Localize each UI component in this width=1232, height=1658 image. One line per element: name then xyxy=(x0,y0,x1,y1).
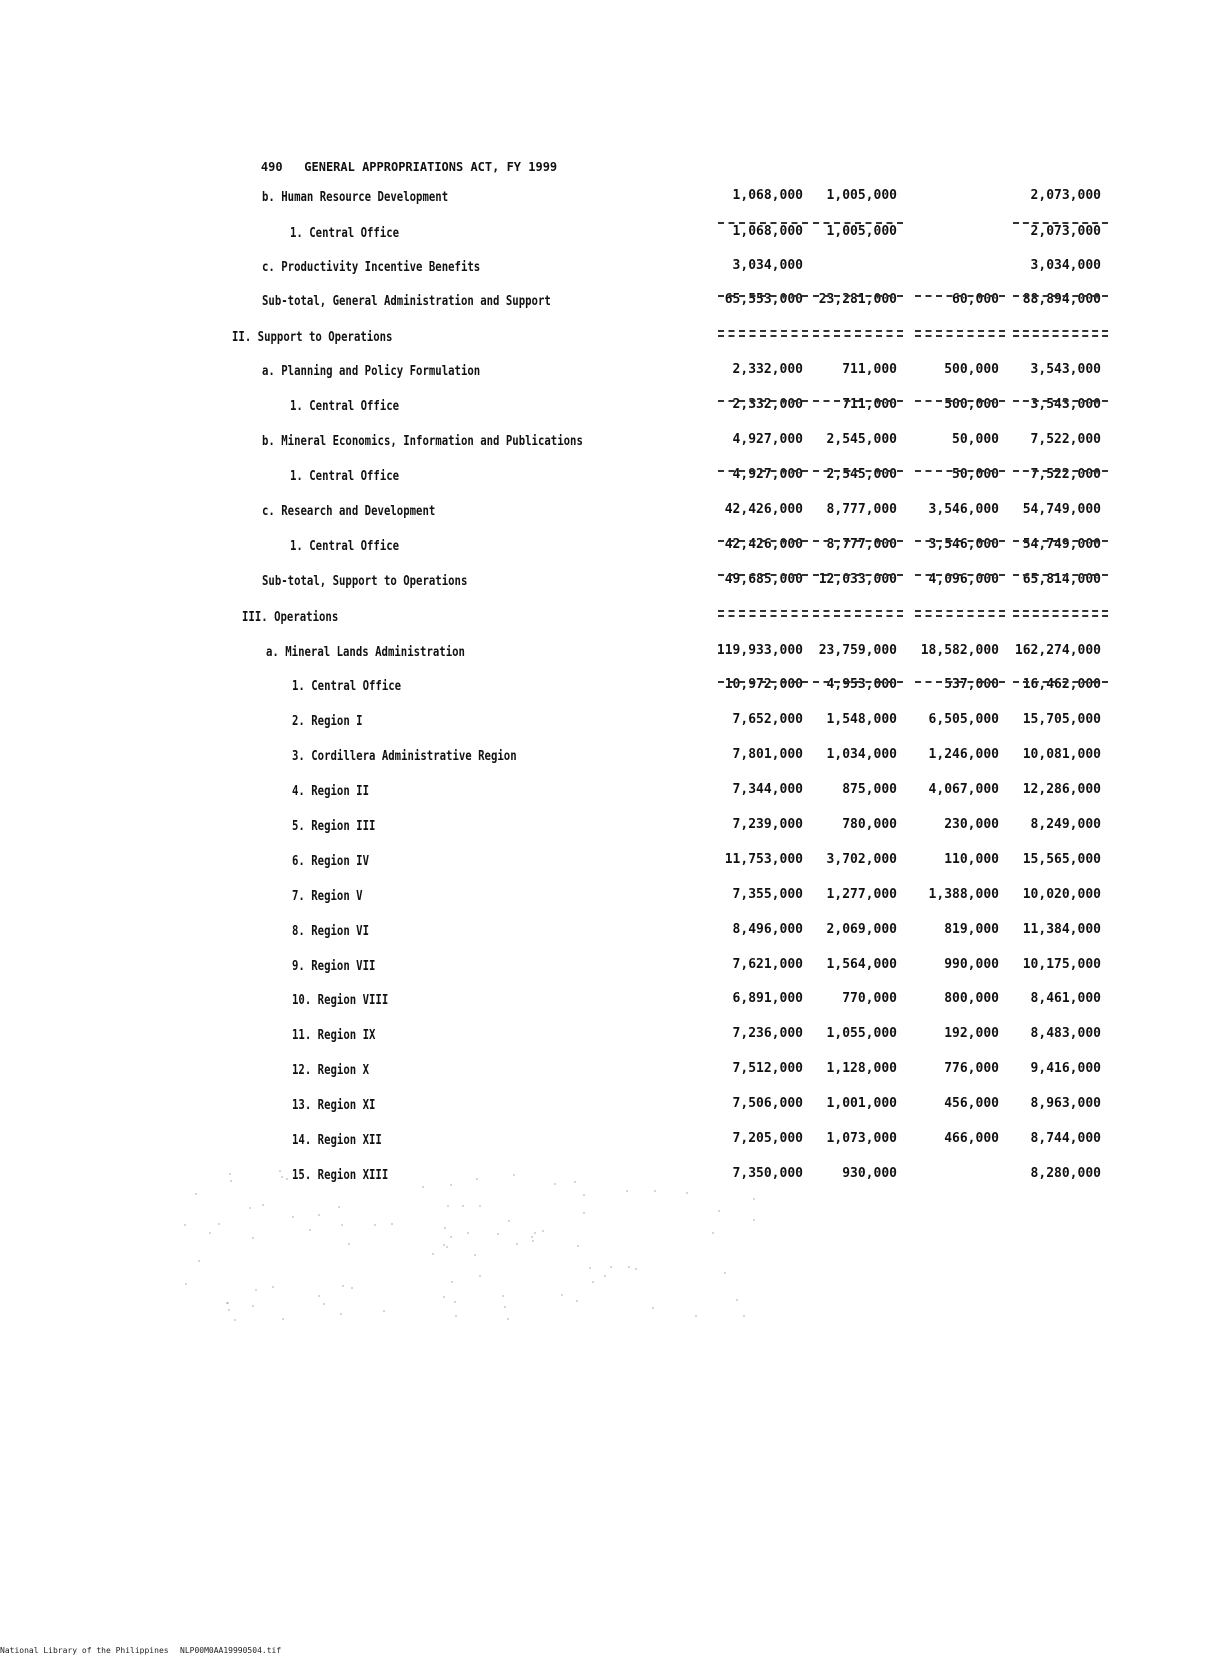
row-value-col3: 192,000 xyxy=(944,1026,999,1041)
scan-noise xyxy=(476,1178,478,1180)
row-label: a. Mineral Lands Administration xyxy=(266,645,465,660)
scan-noise xyxy=(255,1289,257,1291)
column-rule xyxy=(718,540,808,542)
row-value-col3: 50,000 xyxy=(952,467,999,482)
row-label: b. Mineral Economics, Information and Publications xyxy=(262,434,583,449)
column-rule xyxy=(915,330,1005,332)
page-number: 490 xyxy=(260,160,283,174)
scan-noise xyxy=(534,1232,536,1234)
row-value-col1: 4,927,000 xyxy=(732,467,803,482)
scan-noise xyxy=(323,1303,325,1305)
row-value-col1: 7,801,000 xyxy=(732,747,803,762)
scan-noise xyxy=(230,1180,232,1182)
row-value-col2: 1,034,000 xyxy=(826,747,897,762)
column-rule-double xyxy=(718,615,808,617)
scan-noise xyxy=(718,1210,720,1212)
scan-noise xyxy=(252,1305,254,1307)
scan-noise xyxy=(228,1309,230,1311)
row-label: 14. Region XII xyxy=(292,1133,382,1148)
row-value-col2: 1,564,000 xyxy=(826,957,897,972)
column-rule xyxy=(1013,400,1108,402)
row-value-col4: 7,522,000 xyxy=(1030,432,1101,447)
row-value-col4: 10,081,000 xyxy=(1022,747,1101,762)
row-value-col3: 500,000 xyxy=(944,397,999,412)
row-value-col2: 8,777,000 xyxy=(826,502,897,517)
scan-noise xyxy=(450,1184,452,1186)
row-value-col3: 4,067,000 xyxy=(928,782,999,797)
row-value-col4: 54,749,000 xyxy=(1022,537,1101,552)
row-value-col2: 1,001,000 xyxy=(826,1096,897,1111)
scan-noise xyxy=(654,1190,656,1192)
scan-noise xyxy=(272,1286,274,1288)
scan-noise xyxy=(218,1223,220,1225)
scan-noise xyxy=(753,1198,755,1200)
row-value-col2: 711,000 xyxy=(842,397,897,412)
row-value-col3: 230,000 xyxy=(944,817,999,832)
column-rule xyxy=(915,470,1005,472)
row-value-col1: 1,068,000 xyxy=(732,224,803,239)
scan-noise xyxy=(604,1275,606,1277)
row-value-col2: 770,000 xyxy=(842,991,897,1006)
column-rule xyxy=(813,574,903,576)
row-value-col1: 8,496,000 xyxy=(732,922,803,937)
scan-noise xyxy=(422,1186,424,1188)
row-value-col4: 15,565,000 xyxy=(1022,852,1101,867)
row-value-col1: 42,426,000 xyxy=(724,502,803,517)
row-value-col2: 1,548,000 xyxy=(826,712,897,727)
row-label: II. Support to Operations xyxy=(232,330,393,345)
row-label: 15. Region XIII xyxy=(292,1168,389,1183)
column-rule xyxy=(1013,295,1108,297)
column-rule xyxy=(1013,681,1108,683)
row-value-col1: 7,236,000 xyxy=(732,1026,803,1041)
column-rule xyxy=(1013,470,1108,472)
row-label: 1. Central Office xyxy=(290,469,400,484)
scan-noise xyxy=(577,1245,579,1247)
row-value-col4: 16,462,000 xyxy=(1022,677,1101,692)
scan-noise xyxy=(450,1236,452,1238)
scan-noise xyxy=(695,1315,697,1317)
row-value-col1: 3,034,000 xyxy=(732,258,803,273)
row-label: 5. Region III xyxy=(292,819,376,834)
page-header xyxy=(232,146,557,188)
row-value-col4: 54,749,000 xyxy=(1022,502,1101,517)
scan-noise xyxy=(226,1302,228,1304)
column-rule xyxy=(1013,330,1108,332)
column-rule xyxy=(1013,540,1108,542)
scan-noise xyxy=(454,1301,456,1303)
row-value-col2: 1,005,000 xyxy=(826,224,897,239)
row-label: 1. Central Office xyxy=(290,399,400,414)
row-value-col4: 2,073,000 xyxy=(1030,224,1101,239)
row-value-col3: 60,000 xyxy=(952,292,999,307)
column-rule xyxy=(813,295,903,297)
row-value-col3: 990,000 xyxy=(944,957,999,972)
row-value-col2: 930,000 xyxy=(842,1166,897,1181)
row-value-col3: 456,000 xyxy=(944,1096,999,1111)
scan-noise xyxy=(432,1253,434,1255)
column-rule xyxy=(718,222,808,224)
row-value-col1: 119,933,000 xyxy=(716,643,803,658)
row-value-col4: 10,020,000 xyxy=(1022,887,1101,902)
column-rule xyxy=(813,681,903,683)
scan-noise xyxy=(652,1307,654,1309)
scan-noise xyxy=(610,1266,612,1268)
row-value-col4: 8,483,000 xyxy=(1030,1026,1101,1041)
scan-noise xyxy=(281,1176,283,1178)
scan-noise xyxy=(574,1181,576,1183)
scan-noise xyxy=(712,1232,714,1234)
scan-noise xyxy=(516,1243,518,1245)
row-value-col1: 42,426,000 xyxy=(724,537,803,552)
row-label: 7. Region V xyxy=(292,889,363,904)
column-rule xyxy=(1013,610,1108,612)
row-label: 11. Region IX xyxy=(292,1028,376,1043)
scan-noise xyxy=(467,1232,469,1234)
scan-noise xyxy=(340,1313,342,1315)
row-value-col1: 7,652,000 xyxy=(732,712,803,727)
scan-noise xyxy=(282,1318,284,1320)
row-label: b. Human Resource Development xyxy=(262,190,449,205)
row-value-col1: 1,068,000 xyxy=(732,188,803,203)
scan-noise xyxy=(736,1299,738,1301)
row-value-col4: 8,280,000 xyxy=(1030,1166,1101,1181)
row-value-col2: 1,005,000 xyxy=(826,188,897,203)
scan-noise xyxy=(626,1190,628,1192)
column-rule xyxy=(718,574,808,576)
row-value-col1: 4,927,000 xyxy=(732,432,803,447)
row-value-col1: 7,355,000 xyxy=(732,887,803,902)
row-value-col4: 8,461,000 xyxy=(1030,991,1101,1006)
scan-noise xyxy=(318,1214,320,1216)
row-value-col3: 800,000 xyxy=(944,991,999,1006)
row-value-col3: 4,096,000 xyxy=(928,572,999,587)
scan-noise xyxy=(229,1173,231,1175)
scan-noise xyxy=(341,1224,343,1226)
row-label: 4. Region II xyxy=(292,784,370,799)
scan-noise xyxy=(374,1224,376,1226)
scan-noise xyxy=(724,1272,726,1274)
row-value-col3: 776,000 xyxy=(944,1061,999,1076)
scan-noise xyxy=(309,1229,311,1231)
row-value-col2: 875,000 xyxy=(842,782,897,797)
column-rule-double xyxy=(915,335,1005,337)
scan-noise xyxy=(589,1267,591,1269)
row-value-col1: 11,753,000 xyxy=(724,852,803,867)
row-label: 1. Central Office xyxy=(290,539,400,554)
row-value-col4: 88,894,000 xyxy=(1022,292,1101,307)
scan-noise xyxy=(592,1281,594,1283)
row-label: 13. Region XI xyxy=(292,1098,376,1113)
scan-noise xyxy=(252,1237,254,1239)
scan-noise xyxy=(234,1319,236,1321)
row-value-col3: 1,246,000 xyxy=(928,747,999,762)
row-value-col3: 110,000 xyxy=(944,852,999,867)
row-value-col2: 1,073,000 xyxy=(826,1131,897,1146)
scan-noise xyxy=(504,1306,506,1308)
row-value-col3: 819,000 xyxy=(944,922,999,937)
scan-noise xyxy=(446,1246,448,1248)
scan-noise xyxy=(184,1224,186,1226)
column-rule xyxy=(813,470,903,472)
row-value-col4: 8,744,000 xyxy=(1030,1131,1101,1146)
column-rule-double xyxy=(1013,615,1108,617)
running-title: GENERAL APPROPRIATIONS ACT, FY 1999 xyxy=(304,160,558,174)
row-value-col1: 2,332,000 xyxy=(732,362,803,377)
scan-noise xyxy=(286,1178,288,1180)
scan-noise xyxy=(554,1183,556,1185)
column-rule xyxy=(718,295,808,297)
row-value-col4: 162,274,000 xyxy=(1014,643,1101,658)
scan-noise xyxy=(443,1296,445,1298)
scan-noise xyxy=(318,1295,320,1297)
column-rule xyxy=(813,222,903,224)
column-rule xyxy=(718,400,808,402)
scan-noise xyxy=(209,1232,211,1234)
row-value-col4: 7,522,000 xyxy=(1030,467,1101,482)
scan-noise xyxy=(249,1207,251,1209)
row-value-col2: 1,055,000 xyxy=(826,1026,897,1041)
row-value-col4: 8,249,000 xyxy=(1030,817,1101,832)
row-value-col2: 23,759,000 xyxy=(818,643,897,658)
scan-noise xyxy=(513,1174,515,1176)
row-label: 10. Region VIII xyxy=(292,993,389,1008)
column-rule xyxy=(915,681,1005,683)
row-label: 12. Region X xyxy=(292,1063,370,1078)
row-value-col4: 15,705,000 xyxy=(1022,712,1101,727)
row-label: a. Planning and Policy Formulation xyxy=(262,364,481,379)
row-value-col2: 1,277,000 xyxy=(826,887,897,902)
scan-noise xyxy=(443,1244,445,1246)
row-value-col3: 1,388,000 xyxy=(928,887,999,902)
row-label: 6. Region IV xyxy=(292,854,370,869)
column-rule xyxy=(915,610,1005,612)
scan-noise xyxy=(462,1205,464,1207)
row-value-col3: 500,000 xyxy=(944,362,999,377)
footer-file-id: NLP00M0AA19990504.tif xyxy=(180,1646,282,1655)
row-value-col2: 8,777,000 xyxy=(826,537,897,552)
row-value-col3: 18,582,000 xyxy=(920,643,999,658)
column-rule xyxy=(813,610,903,612)
row-value-col4: 3,543,000 xyxy=(1030,362,1101,377)
scan-noise xyxy=(383,1310,385,1312)
row-value-col2: 2,545,000 xyxy=(826,432,897,447)
scan-noise xyxy=(686,1192,688,1194)
scan-noise xyxy=(195,1193,197,1195)
scan-noise xyxy=(479,1275,481,1277)
row-label: 2. Region I xyxy=(292,714,363,729)
column-rule xyxy=(915,574,1005,576)
row-value-col2: 1,128,000 xyxy=(826,1061,897,1076)
column-rule xyxy=(813,540,903,542)
scan-noise xyxy=(198,1260,200,1262)
scan-noise xyxy=(292,1216,294,1218)
row-label: III. Operations xyxy=(242,610,339,625)
scan-noise xyxy=(542,1230,544,1232)
row-value-col4: 3,034,000 xyxy=(1030,258,1101,273)
row-label: 1. Central Office xyxy=(292,679,402,694)
row-label: 9. Region VII xyxy=(292,959,376,974)
row-value-col2: 711,000 xyxy=(842,362,897,377)
scan-noise xyxy=(348,1243,350,1245)
row-value-col3: 466,000 xyxy=(944,1131,999,1146)
row-label: Sub-total, General Administration and Support xyxy=(262,294,551,309)
column-rule xyxy=(813,330,903,332)
scan-noise xyxy=(447,1205,449,1207)
column-rule-double xyxy=(813,615,903,617)
scan-noise xyxy=(743,1315,745,1317)
scan-noise xyxy=(561,1294,563,1296)
column-rule-double xyxy=(718,335,808,337)
row-label: 1. Central Office xyxy=(290,226,400,241)
row-value-col4: 3,543,000 xyxy=(1030,397,1101,412)
row-value-col4: 10,175,000 xyxy=(1022,957,1101,972)
row-value-col1: 7,512,000 xyxy=(732,1061,803,1076)
scan-noise xyxy=(342,1285,344,1287)
scan-noise xyxy=(531,1236,533,1238)
row-label: c. Research and Development xyxy=(262,504,436,519)
scan-noise xyxy=(635,1268,637,1270)
scan-noise xyxy=(338,1206,340,1208)
row-value-col3: 3,546,000 xyxy=(928,502,999,517)
row-label: 8. Region VI xyxy=(292,924,370,939)
row-value-col1: 7,350,000 xyxy=(732,1166,803,1181)
scan-noise xyxy=(753,1219,755,1221)
column-rule xyxy=(813,400,903,402)
scan-noise xyxy=(391,1223,393,1225)
row-label: 3. Cordillera Administrative Region xyxy=(292,749,517,764)
row-value-col4: 11,384,000 xyxy=(1022,922,1101,937)
scan-noise xyxy=(532,1240,534,1242)
scan-noise xyxy=(583,1212,585,1214)
column-rule xyxy=(1013,222,1108,224)
column-rule xyxy=(1013,574,1108,576)
scan-noise xyxy=(185,1283,187,1285)
scan-noise xyxy=(279,1170,281,1172)
scan-noise xyxy=(508,1220,510,1222)
row-value-col2: 2,069,000 xyxy=(826,922,897,937)
row-value-col2: 3,702,000 xyxy=(826,852,897,867)
row-value-col4: 12,286,000 xyxy=(1022,782,1101,797)
row-value-col1: 7,205,000 xyxy=(732,1131,803,1146)
row-value-col2: 23,281,000 xyxy=(818,292,897,307)
row-value-col3: 3,546,000 xyxy=(928,537,999,552)
scan-noise xyxy=(479,1205,481,1207)
row-value-col1: 2,332,000 xyxy=(732,397,803,412)
row-value-col4: 9,416,000 xyxy=(1030,1061,1101,1076)
row-value-col2: 780,000 xyxy=(842,817,897,832)
column-rule-double xyxy=(813,335,903,337)
scan-noise xyxy=(507,1318,509,1320)
row-value-col3: 50,000 xyxy=(952,432,999,447)
row-label: Sub-total, Support to Operations xyxy=(262,574,468,589)
row-value-col4: 2,073,000 xyxy=(1030,188,1101,203)
column-rule xyxy=(915,400,1005,402)
scan-noise xyxy=(497,1233,499,1235)
scan-noise xyxy=(451,1281,453,1283)
scan-noise xyxy=(262,1204,264,1206)
row-value-col2: 4,953,000 xyxy=(826,677,897,692)
column-rule xyxy=(718,470,808,472)
row-value-col1: 7,239,000 xyxy=(732,817,803,832)
column-rule xyxy=(718,681,808,683)
row-value-col1: 7,506,000 xyxy=(732,1096,803,1111)
row-value-col4: 65,814,000 xyxy=(1022,572,1101,587)
scan-noise xyxy=(474,1254,476,1256)
column-rule xyxy=(915,295,1005,297)
column-rule xyxy=(718,330,808,332)
row-value-col2: 12,033,000 xyxy=(818,572,897,587)
scan-noise xyxy=(628,1266,630,1268)
scan-noise xyxy=(444,1227,446,1229)
scan-noise xyxy=(351,1287,353,1289)
row-value-col1: 65,553,000 xyxy=(724,292,803,307)
column-rule xyxy=(718,610,808,612)
row-value-col1: 6,891,000 xyxy=(732,991,803,1006)
column-rule xyxy=(915,540,1005,542)
scan-noise xyxy=(576,1300,578,1302)
scan-noise xyxy=(455,1315,457,1317)
row-value-col1: 49,685,000 xyxy=(724,572,803,587)
column-rule-double xyxy=(1013,335,1108,337)
row-value-col4: 8,963,000 xyxy=(1030,1096,1101,1111)
row-label: c. Productivity Incentive Benefits xyxy=(262,260,481,275)
footer-library: National Library of the Philippines xyxy=(0,1646,169,1655)
row-value-col2: 2,545,000 xyxy=(826,467,897,482)
row-value-col1: 10,972,000 xyxy=(724,677,803,692)
row-value-col3: 537,000 xyxy=(944,677,999,692)
column-rule-double xyxy=(915,615,1005,617)
row-value-col1: 7,621,000 xyxy=(732,957,803,972)
scan-noise xyxy=(583,1194,585,1196)
row-value-col1: 7,344,000 xyxy=(732,782,803,797)
row-value-col3: 6,505,000 xyxy=(928,712,999,727)
scan-noise xyxy=(502,1295,504,1297)
